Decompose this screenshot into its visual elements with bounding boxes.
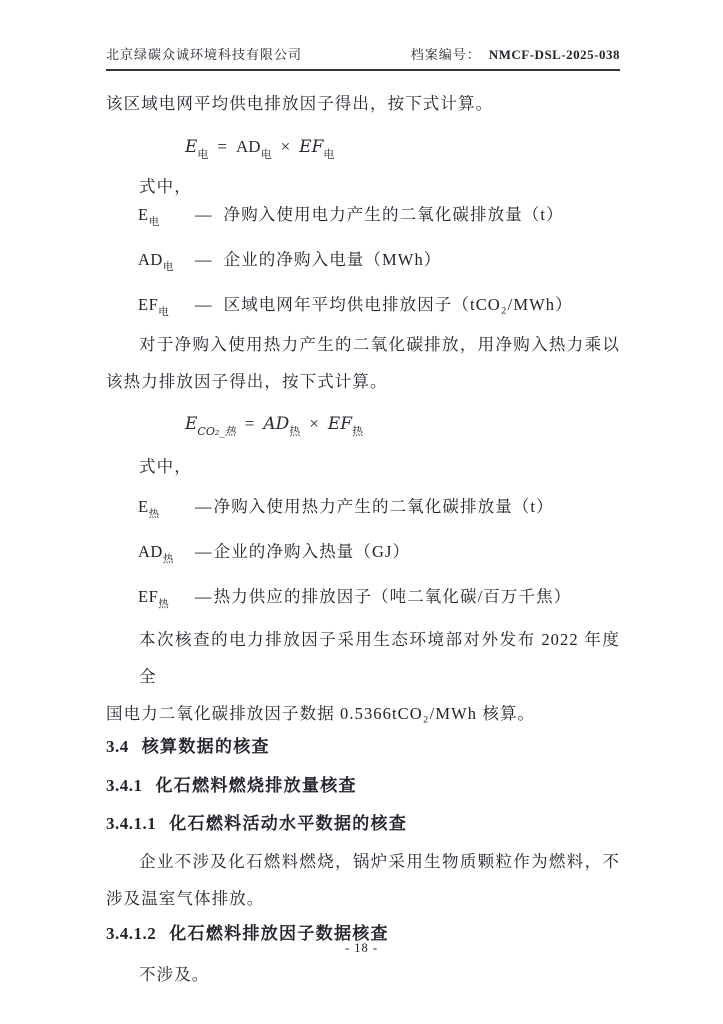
math-var-ef: EF [327, 414, 353, 434]
definition-row [106, 578, 620, 623]
where-label: 式中， [139, 457, 192, 476]
definition-dash: — [195, 497, 213, 516]
heading-title: 核算数据的核查 [141, 737, 270, 756]
definitions-electricity [106, 196, 620, 331]
page-number: - 18 - [344, 941, 379, 955]
equals-sign: = [217, 137, 228, 156]
paragraph-line: 国电力二氧化碳排放因子数据 0.5366tCO₂/MWh 核算。 [106, 704, 536, 723]
paragraph-emission-factor [106, 621, 620, 732]
math-sub-ad: 电 [260, 149, 272, 161]
heading-title: 化石燃料活动水平数据的核查 [169, 814, 408, 833]
document-header [106, 44, 620, 71]
document-body [106, 72, 620, 993]
paragraph-heat [106, 326, 620, 400]
paragraph-line: 涉及温室气体排放。 [106, 889, 265, 908]
paragraph-line: 该热力排放因子得出，按下式计算。 [106, 372, 388, 391]
definition-term [138, 196, 195, 241]
heading-number: 3.4.1.1 [106, 814, 157, 833]
math-sub-e: 电 [197, 149, 209, 161]
equals-sign: = [244, 414, 255, 433]
heading-3-4-1 [106, 767, 620, 805]
times-sign: × [309, 414, 319, 433]
definition-row [106, 286, 620, 331]
paragraph-grid-intro: 该区域电网平均供电排放因子得出，按下式计算。 [106, 94, 494, 113]
paragraph-line: 对于净购入使用热力产生的二氧化碳排放，用净购入热力乘以 [139, 335, 620, 354]
formula-electricity [106, 126, 620, 168]
math-var-ef: EF [299, 137, 324, 157]
definition-desc: 区域电网年平均供电排放因子（tCO₂/MWh） [223, 295, 573, 314]
company-name: 北京绿碳众诚环境科技有限公司 [106, 47, 303, 62]
term-symbol: EF [138, 295, 159, 314]
definition-dash: — [195, 542, 213, 561]
heading-number: 3.4.1.2 [106, 924, 157, 943]
heading-title: 化石燃料排放因子数据核查 [169, 924, 389, 943]
heading-3-4 [106, 728, 620, 766]
paragraph-line: 企业不涉及化石燃料燃烧，锅炉采用生物质颗粒作为燃料，不 [139, 852, 620, 871]
archive-label: 档案编号： [410, 47, 481, 62]
definition-dash: — [195, 205, 213, 224]
term-subscript: 热 [158, 599, 169, 610]
math-sub-ef: 热 [352, 426, 364, 438]
paragraph-not-involved: 不涉及。 [139, 965, 210, 984]
definition-term [138, 241, 195, 286]
definition-row [106, 241, 620, 286]
definition-desc: 净购入使用热力产生的二氧化碳排放量（t） [213, 497, 554, 516]
definition-dash: — [195, 250, 213, 269]
math-var-e: E [185, 137, 198, 157]
math-var-ad: AD [263, 414, 290, 434]
heading-number: 3.4.1 [106, 776, 143, 795]
archive-number-group [411, 44, 620, 63]
definition-row [106, 488, 620, 533]
definition-desc: 企业的净购入热量（GJ） [213, 542, 411, 561]
term-subscript: 热 [148, 509, 160, 520]
math-sub-e: CO₂_热 [197, 425, 236, 438]
term-subscript: 电 [158, 307, 169, 318]
definition-desc: 企业的净购入电量（MWh） [223, 250, 442, 269]
term-symbol: E [138, 497, 149, 516]
archive-number: NMCF-DSL-2025-038 [488, 47, 620, 62]
math-sub-ad: 热 [289, 426, 301, 438]
math-sub-ef: 电 [323, 149, 335, 161]
heading-3-4-1-1 [106, 805, 620, 843]
definition-term [138, 286, 195, 331]
definition-desc: 热力供应的排放因子（吨二氧化碳/百万千焦） [213, 587, 572, 606]
definition-row [106, 533, 620, 578]
math-var-ad: AD [236, 137, 261, 156]
definition-desc: 净购入使用电力产生的二氧化碳排放量（t） [223, 205, 564, 224]
definition-term [138, 533, 195, 578]
math-var-e: E [185, 414, 198, 434]
paragraph-line: 本次核查的电力排放因子采用生态环境部对外发布 2022 年度全 [139, 630, 620, 686]
definition-dash: — [195, 587, 213, 606]
formula-heat [106, 402, 620, 446]
term-subscript: 电 [162, 262, 174, 273]
term-symbol: EF [138, 587, 159, 606]
heading-title: 化石燃料燃烧排放量核查 [155, 776, 357, 795]
definitions-heat [106, 488, 620, 623]
where-label: 式中， [139, 177, 192, 196]
term-symbol: AD [138, 250, 163, 269]
definition-term [138, 488, 195, 533]
term-symbol: E [138, 205, 149, 224]
term-subscript: 热 [162, 554, 174, 565]
times-sign: × [280, 137, 291, 156]
term-symbol: AD [138, 542, 163, 561]
definition-row [106, 196, 620, 241]
definition-dash: — [195, 295, 213, 314]
heading-number: 3.4 [106, 737, 129, 756]
term-subscript: 电 [148, 217, 160, 228]
definition-term [138, 578, 195, 623]
paragraph-biomass [106, 843, 620, 917]
